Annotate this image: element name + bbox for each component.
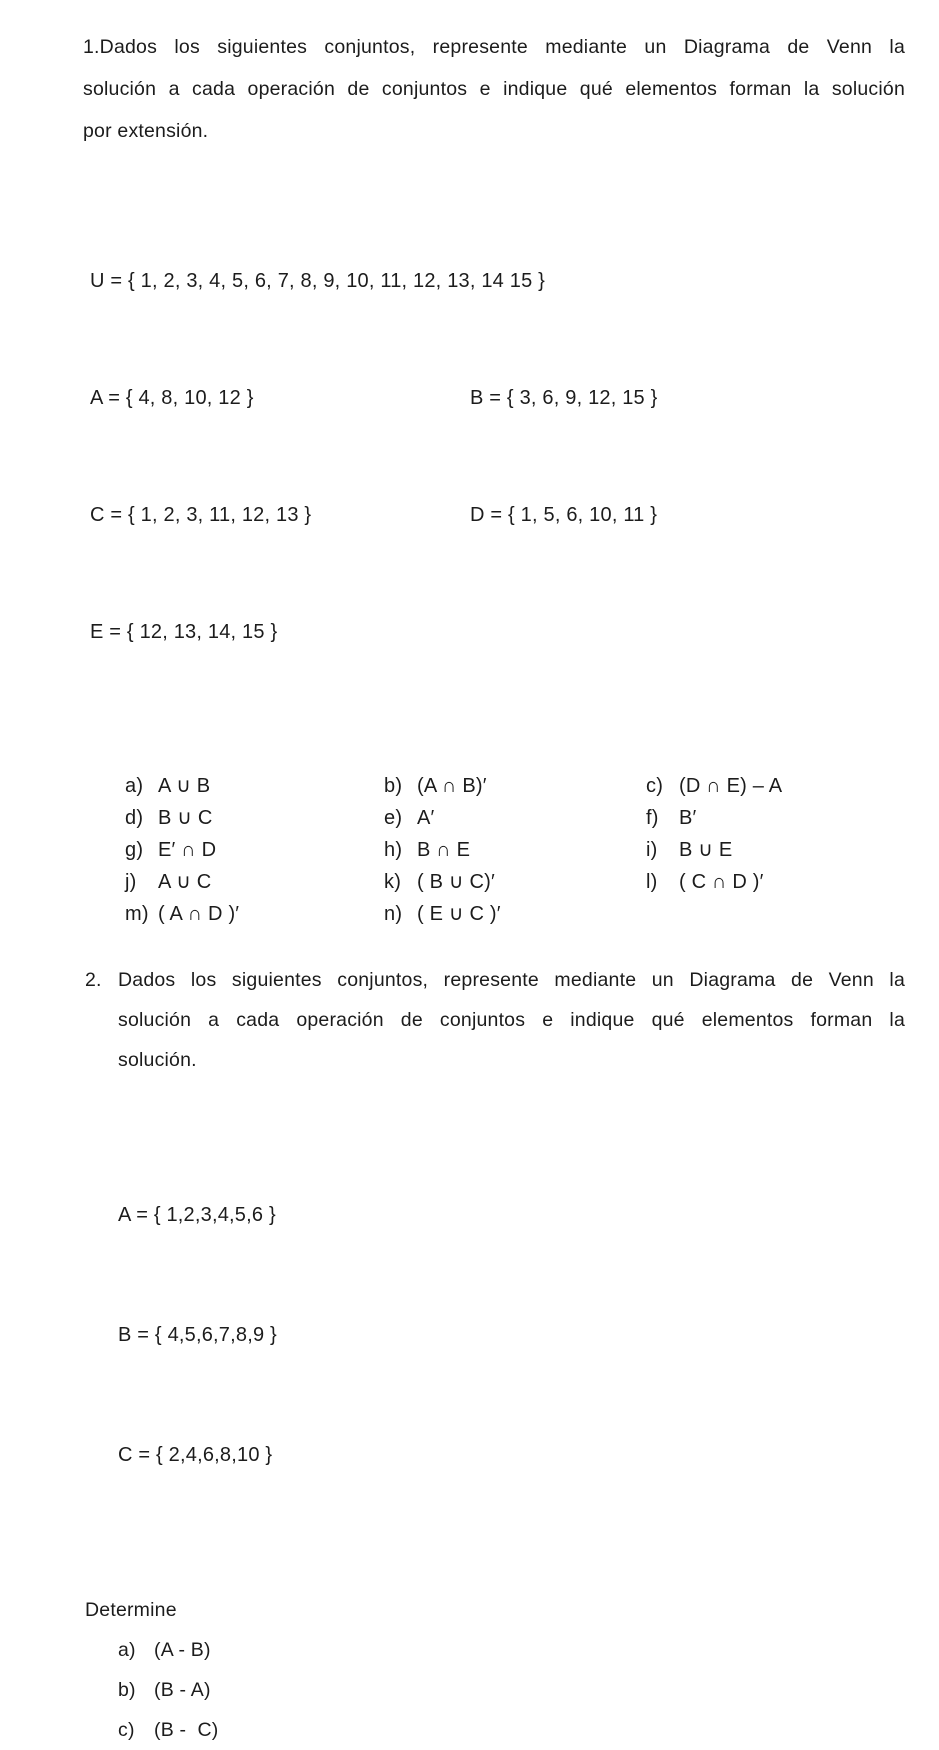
problem2-set-definitions	[118, 1115, 939, 1555]
operation-expression: (A ∩ B)′	[417, 775, 487, 797]
operation-item-b	[384, 770, 646, 802]
operation-item-l	[646, 866, 764, 898]
set-row-e	[90, 613, 939, 652]
operation-item-i	[646, 834, 732, 866]
problem1-set-definitions	[90, 184, 939, 730]
problem1-intro	[83, 26, 905, 152]
operation-expression: B ∪ E	[679, 839, 733, 861]
operation-item-d	[125, 802, 384, 834]
set-row-u	[90, 262, 939, 301]
operation-item-g	[125, 834, 384, 866]
problem2-intro-line2: solución a cada operación de conjuntos e indique qué elementos forman la	[118, 1009, 905, 1031]
determine-items	[118, 1630, 939, 1750]
operation-expression: ( A ∩ D )′	[158, 903, 240, 925]
problem1-operations	[125, 770, 939, 930]
problem2-intro	[85, 960, 905, 1080]
operation-label: k)	[384, 871, 402, 893]
determine-item-b	[118, 1670, 939, 1710]
problem2-number: 2.	[85, 969, 102, 991]
operations-row	[125, 802, 939, 834]
operation-expression: A ∪ B	[158, 775, 211, 797]
operation-expression: ( E ∪ C )′	[417, 903, 501, 925]
set2-b: B = { 4,5,6,7,8,9 }	[118, 1324, 277, 1346]
set-a: A = { 4, 8, 10, 12 }	[90, 387, 254, 409]
operation-label: i)	[646, 839, 658, 861]
problem1-intro-line3: por extensión.	[83, 120, 209, 142]
set-row-ab	[90, 379, 939, 418]
worksheet-page	[0, 26, 939, 1741]
set-d: D = { 1, 5, 6, 10, 11 }	[470, 504, 658, 526]
set-b: B = { 3, 6, 9, 12, 15 }	[470, 387, 658, 409]
operation-item-m	[125, 898, 384, 930]
problem1-intro-line1: 1.Dados los siguientes conjuntos, represente mediante un Diagrama de Venn la	[83, 36, 905, 58]
operation-item-j	[125, 866, 384, 898]
operations-row	[125, 770, 939, 802]
set-c: C = { 1, 2, 3, 11, 12, 13 }	[90, 504, 312, 526]
operation-expression: ( C ∩ D )′	[679, 871, 764, 893]
operation-label: j)	[125, 871, 137, 893]
set2-a: A = { 1,2,3,4,5,6 }	[118, 1204, 276, 1226]
operation-label: c)	[646, 775, 664, 797]
operation-expression: B ∪ C	[158, 807, 213, 829]
determine-heading: Determine	[85, 1599, 177, 1621]
operation-expression: A ∪ C	[158, 871, 212, 893]
operation-item-k	[384, 866, 646, 898]
operation-expression: A′	[417, 807, 435, 829]
operation-label: a)	[125, 775, 144, 797]
operation-item-c	[646, 770, 782, 802]
set-row-cd	[90, 496, 939, 535]
determine-item-expression: (A - B)	[154, 1639, 211, 1661]
operation-label: b)	[384, 775, 403, 797]
operation-expression: B′	[679, 807, 697, 829]
operation-label: e)	[384, 807, 403, 829]
operation-label: n)	[384, 903, 403, 925]
set-u: U = { 1, 2, 3, 4, 5, 6, 7, 8, 9, 10, 11, 12, 13, 14 15 }	[90, 270, 546, 292]
operation-item-h	[384, 834, 646, 866]
problem2-intro-line1: Dados los siguientes conjuntos, represente mediante un Diagrama de Venn la	[118, 969, 905, 991]
operation-label: m)	[125, 903, 149, 925]
operation-expression: B ∩ E	[417, 839, 471, 861]
determine-item-c	[118, 1710, 939, 1750]
problem2-intro-text	[118, 960, 905, 1080]
operation-label: g)	[125, 839, 144, 861]
operations-row	[125, 834, 939, 866]
operation-expression: E′ ∩ D	[158, 839, 217, 861]
operation-item-f	[646, 802, 697, 834]
operation-item-a	[125, 770, 384, 802]
operation-expression: ( B ∪ C)′	[417, 871, 495, 893]
problem1-intro-line2: solución a cada operación de conjuntos e indique qué elementos forman la solución	[83, 78, 905, 100]
operation-label: l)	[646, 871, 658, 893]
operation-item-n	[384, 898, 646, 930]
determine-item-a	[118, 1630, 939, 1670]
operations-row	[125, 866, 939, 898]
operation-label: d)	[125, 807, 144, 829]
determine-item-expression: (B - C)	[154, 1719, 219, 1741]
set-e: E = { 12, 13, 14, 15 }	[90, 621, 278, 643]
determine-item-expression: (B - A)	[154, 1679, 211, 1701]
operation-label: h)	[384, 839, 403, 861]
determine-item-label: c)	[118, 1719, 135, 1741]
operation-expression: (D ∩ E) – A	[679, 775, 783, 797]
determine-item-label: a)	[118, 1639, 136, 1661]
problem2-intro-line3: solución.	[118, 1049, 197, 1071]
operation-item-e	[384, 802, 646, 834]
determine-item-label: b)	[118, 1679, 136, 1701]
operation-label: f)	[646, 807, 659, 829]
operations-row	[125, 898, 939, 930]
set2-c: C = { 2,4,6,8,10 }	[118, 1444, 273, 1466]
